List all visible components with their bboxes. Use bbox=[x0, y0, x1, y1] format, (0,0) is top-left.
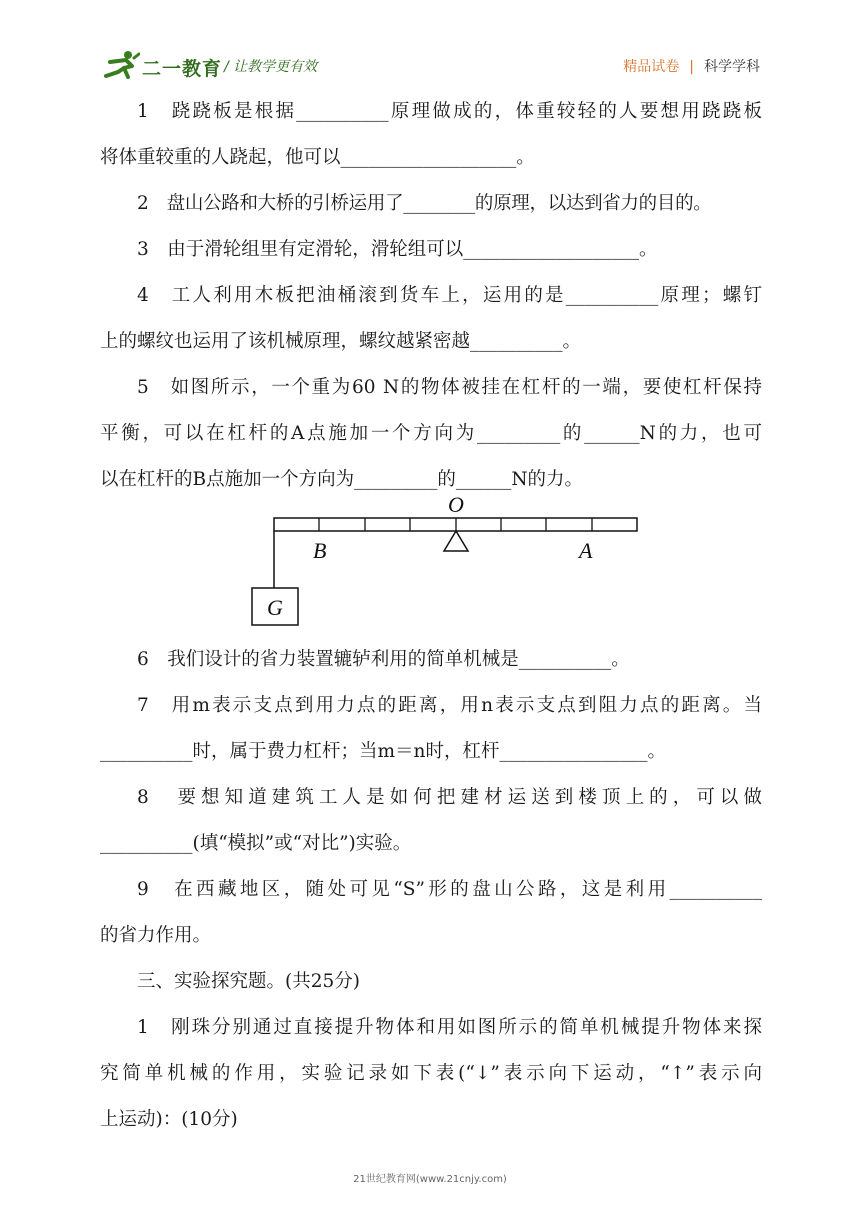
text-line: 1 跷跷板是根据__________原理做成的，体重较轻的人要想用跷跷板 bbox=[137, 101, 762, 122]
header-tags bbox=[623, 56, 760, 76]
lever-bar bbox=[274, 518, 637, 531]
slogan: / 让教学更有效 bbox=[224, 59, 318, 75]
text-line: __________时，属于费力杠杆；当m＝n时，杠杆________________。 bbox=[100, 741, 666, 762]
text-line: 将体重较重的人跷起，他可以___________________。 bbox=[100, 147, 535, 168]
text-line: 平衡，可以在杠杆的A点施加一个方向为_________的______N的力，也可 bbox=[100, 423, 762, 444]
logo-runner-icon bbox=[104, 50, 140, 80]
text-line: 9 在西藏地区，随处可见“S”形的盘山公路，这是利用__________ bbox=[137, 879, 762, 900]
text-line: 2 盘山公路和大桥的引桥运用了________的原理，以达到省力的目的。 bbox=[137, 193, 712, 214]
text-line: 上的螺纹也运用了该机械原理，螺纹越紧密越__________。 bbox=[100, 331, 582, 352]
page-footer: 21世纪教育网(www.21cnjy.com) bbox=[353, 1174, 507, 1185]
tag-premium-paper: 精品试卷 bbox=[623, 59, 680, 75]
text-line: 3 由于滑轮组里有定滑轮，滑轮组可以___________________。 bbox=[137, 239, 658, 260]
text-line: 8 要想知道建筑工人是如何把建材运送到楼顶上的，可以做 bbox=[137, 787, 762, 808]
lever-diagram bbox=[248, 494, 648, 634]
text-line: 以在杠杆的B点施加一个方向为_________的______N的力。 bbox=[100, 469, 584, 490]
text-line: 6 我们设计的省力装置辘轳利用的简单机械是__________。 bbox=[137, 649, 630, 670]
section-heading: 三、实验探究题。(共25分) bbox=[137, 971, 360, 992]
label-weight-G: G bbox=[267, 595, 283, 620]
tag-subject: 科学学科 bbox=[704, 59, 760, 75]
label-point-A: A bbox=[579, 538, 593, 563]
text-line: 究简单机械的作用，实验记录如下表(“↓”表示向下运动，“↑”表示向 bbox=[100, 1063, 762, 1084]
tag-separator: | bbox=[689, 59, 694, 75]
text-line: __________(填“模拟”或“对比”)实验。 bbox=[100, 833, 412, 854]
page-header bbox=[0, 0, 860, 88]
fulcrum-triangle bbox=[444, 531, 468, 551]
text-line: 上运动)：(10分) bbox=[100, 1109, 238, 1130]
text-line: 的省力作用。 bbox=[100, 925, 212, 946]
text-line: 7 用m表示支点到用力点的距离，用n表示支点到阻力点的距离。当 bbox=[137, 695, 762, 716]
text-line: 4 工人利用木板把油桶滚到货车上，运用的是__________原理；螺钉 bbox=[137, 285, 762, 306]
text-line: 5 如图所示，一个重为60 N的物体被挂在杠杆的一端，要使杠杆保持 bbox=[137, 377, 762, 398]
logo-text: 二一教育 bbox=[142, 58, 223, 80]
text-line: 1 刚珠分别通过直接提升物体和用如图所示的简单机械提升物体来探 bbox=[137, 1017, 762, 1038]
label-point-B: B bbox=[313, 538, 327, 563]
label-fulcrum-O: O bbox=[448, 494, 464, 517]
